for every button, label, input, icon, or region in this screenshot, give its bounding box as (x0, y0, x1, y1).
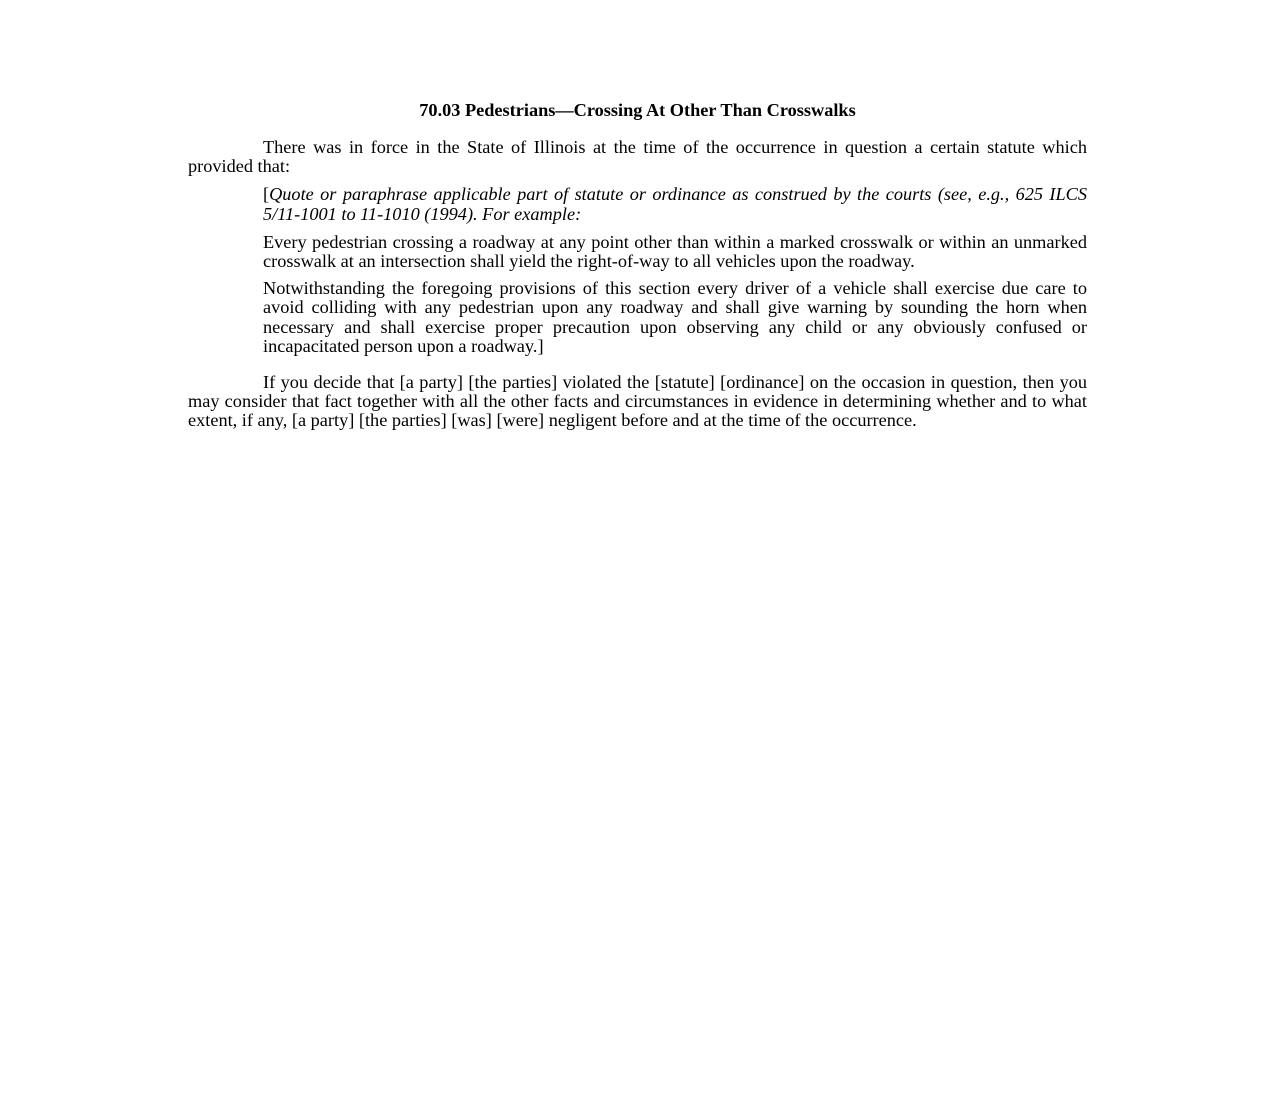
intro-paragraph: There was in force in the State of Illinois at the time of the occurrence in question a certain statute which provided that: (188, 137, 1087, 177)
closing-paragraph: If you decide that [a party] [the parties] violated the [statute] [ordinance] on the occasion in question, then you may consider that fact together with all the other facts and circumstances in evidence in determining whether and to what extent, if any, [a party] [the parties] [was] [were] negligent before and at the time of the occurrence. (188, 372, 1087, 431)
page-title: 70.03 Pedestrians—Crossing At Other Than Crosswalks (419, 100, 856, 120)
quote-open-bracket: [ (263, 184, 270, 205)
quote-instruction-text: Quote or paraphrase applicable part of statute or ordinance as construed by the courts (see, e.g., 625 ILCS 5/11-1001 to 11-1010 (1994). For example: (263, 184, 1087, 224)
statute-paragraph-1: Every pedestrian crossing a roadway at any point other than within a marked crosswalk or within an unmarked crosswalk at an intersection shall yield the right-of-way to all vehicles upon the roadway. (263, 231, 1087, 272)
document-page (188, 99, 1087, 431)
quote-instruction-paragraph (263, 185, 1087, 223)
statute-paragraph-2: Notwithstanding the foregoing provisions of this section every driver of a vehicle shall exercise due care to avoid colliding with any pedestrian upon any roadway and shall give warning by sounding the horn when necessary and shall exercise proper precaution upon observing any child or any obviously confused or incapacitated person upon a roadway.] (263, 278, 1087, 356)
